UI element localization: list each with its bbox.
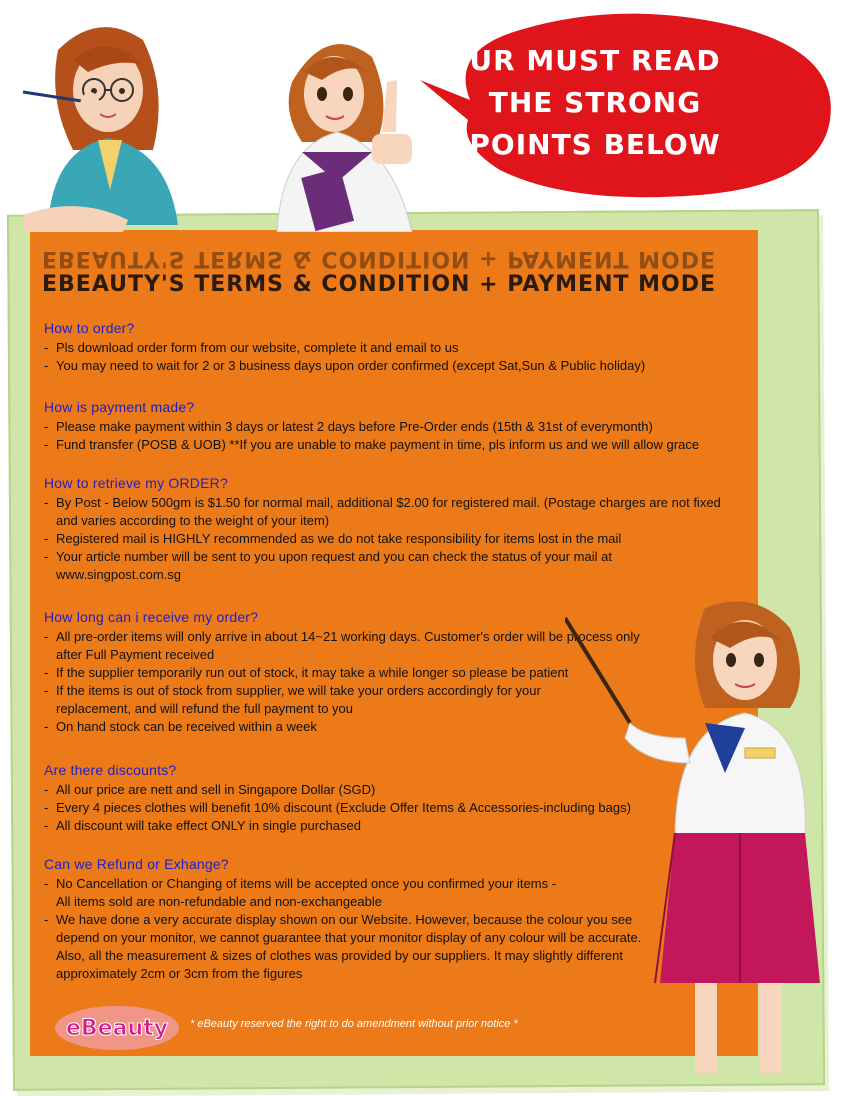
list-item: - Your article number will be sent to you upon request and you can check the status of your mail at www.singpost.com.sg (44, 548, 744, 584)
list-item: - On hand stock can be received within a week (44, 718, 604, 736)
list-item: - Every 4 pieces clothes will benefit 10% discount (Exclude Offer Items & Accessories-including bags) (44, 799, 744, 817)
girl-with-pointer-illustration (565, 588, 825, 1088)
section-heading: How is payment made? (44, 399, 195, 415)
list-item: - All our price are nett and sell in Singapore Dollar (SGD) (44, 781, 744, 799)
list-item: - All pre-order items will only arrive in about 14~21 working days. Customer's order will be process only after Full Payment received (44, 628, 676, 664)
list-item: - You may need to wait for 2 or 3 business days upon order confirmed (except Sat,Sun & Public holiday) (44, 357, 744, 375)
list-item: - No Cancellation or Changing of items will be accepted once you confirmed your items - All items sold are non-refundable and non-exchangeable (44, 875, 744, 911)
page-title: EBEAUTY'S TERMS & CONDITION + PAYMENT MODE (42, 272, 717, 297)
bubble-line: UR MUST READ (469, 44, 721, 77)
logo-text: eBeauty (66, 1016, 168, 1041)
section-delivery-time (44, 609, 640, 736)
section-heading: Are there discounts? (44, 762, 177, 778)
section-payment (44, 399, 744, 454)
footer-note: * eBeauty reserved the right to do amendment without prior notice * (190, 1018, 518, 1030)
bubble-line: POINTS BELOW (469, 128, 721, 161)
list-item: - All discount will take effect ONLY in single purchased (44, 817, 744, 835)
ebeauty-logo (52, 1003, 182, 1053)
list-item: - Pls download order form from our website, complete it and email to us (44, 339, 744, 357)
section-heading: Can we Refund or Exhange? (44, 856, 229, 872)
list-item: - If the items is out of stock from supplier, we will take your orders accordingly for your replacement, and will refund the full payment to you (44, 682, 604, 718)
list-item: - If the supplier temporarily run out of stock, it may take a while longer so please be patient (44, 664, 604, 682)
list-item: - Please make payment within 3 days or latest 2 days before Pre-Order ends (15th & 31st of everymonth) (44, 418, 744, 436)
title-reflection: EBEAUTY'S TERMS & CONDITION + PAYMENT MODE (42, 246, 717, 271)
section-heading: How long can i receive my order? (44, 609, 259, 625)
list-item: - By Post - Below 500gm is $1.50 for normal mail, additional $2.00 for registered mail. (Postage charges are not fixed and varies according to the weight of your item) (44, 494, 744, 530)
section-heading: How to order? (44, 320, 135, 336)
list-item: - Registered mail is HIGHLY recommended as we do not take responsibility for items lost in the mail (44, 530, 744, 548)
girl-with-glasses-illustration (18, 10, 218, 235)
list-item: - Fund transfer (POSB & UOB) **If you are unable to make payment in time, pls inform us and we will allow grace (44, 436, 744, 454)
section-heading: How to retrieve my ORDER? (44, 475, 228, 491)
section-how-to-order (44, 320, 744, 375)
speech-bubble-text (430, 40, 760, 166)
list-item: - We have done a very accurate display shown on our Website. However, because the colour you see depend on your monitor, we cannot guarantee that your monitor display of any colour will be accurate. Also, all the measurement & sizes of clothes was provided by our suppliers. It may slightly different approximately 2cm or 3cm from the figures (44, 911, 744, 983)
section-retrieve-order (44, 475, 744, 584)
bubble-line: THE STRONG (488, 86, 702, 119)
